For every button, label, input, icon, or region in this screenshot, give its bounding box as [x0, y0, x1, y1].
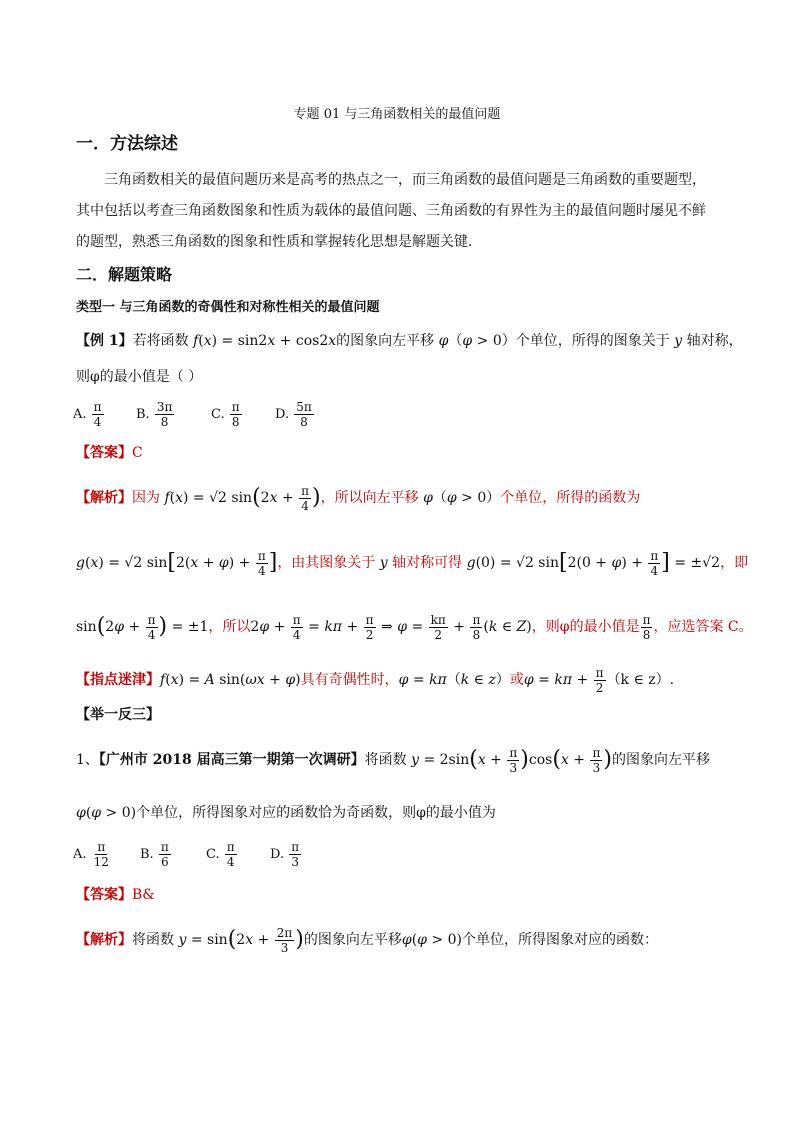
page-title: 专题 01 与三角函数相关的最值问题: [293, 107, 501, 122]
q1-option-a: A. $\frac{\pi}{12}$: [73, 840, 109, 869]
practice-analysis: 【解析】将函数 y = sin(2x + $\frac{2\pi}{3}$ )的图象向左平移φ(φ > 0)个单位，所得图象对应的函数：: [76, 925, 658, 955]
option-b: B. $\frac{3\pi}{8}$: [136, 400, 173, 429]
example1-answer: 【答案】C: [76, 445, 143, 461]
section-heading-method: 一．方法综述: [76, 134, 178, 154]
section-heading-strategy: 二．解题策略: [76, 265, 173, 284]
option-d: D. $\frac{5\pi}{8}$: [275, 400, 312, 429]
example1-line2: 则φ的最小值是（ ）: [76, 369, 203, 385]
practice-answer: 【答案】B&: [76, 887, 155, 903]
practice-q1-line1: 1、【广州市 2018 届高三第一期第一次调研】将函数 y = 2sin(x + $\frac{\pi}{3}$ )cos(x + $\frac{\pi}{3}$ )的图象向左平移: [76, 745, 710, 775]
practice-heading: 【举一反三】: [76, 707, 160, 723]
practice-q1-line2: φ(φ > 0)个单位，所得图象对应的函数恰为奇函数，则φ的最小值为: [76, 805, 496, 821]
type-heading: 类型一 与三角函数的奇偶性和对称性相关的最值问题: [76, 300, 380, 315]
analysis-line2: g(x) = √2 sin[2(x + φ) + $\frac{\pi}{4}$ ]，由其图象关于 y 轴对称可得 g(0) = √2 sin[2(0 + φ) + $\frac{\pi}{4}$ ] = ±√2，即: [76, 548, 749, 578]
example1-stem: 【例 1】若将函数 f(x) = sin2x + cos2x的图象向左平移 φ（φ > 0）个单位，所得的图象关于 y 轴对称，: [76, 333, 743, 349]
answer-tag: 【答案】: [76, 445, 132, 461]
tip-line: 【指点迷津】f(x) = A sin(ωx + φ)具有奇偶性时，φ = kπ（k ∈ z）或φ = kπ + $\frac{\pi}{2}$ （k ∈ z）.: [76, 665, 675, 695]
q1-option-b: B. $\frac{\pi}{6}$: [140, 840, 169, 869]
example-tag: 【例 1】: [76, 333, 133, 349]
analysis-line3: sin(2φ + $\frac{\pi}{4}$ ) = ±1，所以2φ + $\frac{\pi}{4}$ = kπ + $\frac{\pi}{2}$ ⇒ φ = $\frac{k\pi}{2}$ + $\frac{\pi}{8}$ (k ∈ Z)，则φ的最小值是 $\frac{\pi}{8}$ ，应选答案 C。: [76, 612, 753, 642]
q1-option-c: C. $\frac{\pi}{4}$: [206, 840, 235, 869]
option-a: A. $\frac{\pi}{4}$: [73, 400, 102, 429]
q1-option-d: D. $\frac{\pi}{3}$: [270, 840, 300, 869]
option-c: C. $\frac{\pi}{8}$: [211, 400, 240, 429]
analysis-line1: 【解析】因为 f(x) = √2 sin(2x + $\frac{\pi}{4}$ )，所以向左平移 φ（φ > 0）个单位，所得的函数为: [76, 483, 641, 513]
intro-paragraph: 三角函数相关的最值问题历来是高考的热点之一，而三角函数的最值问题是三角函数的重要题型，其中包括以考查三角函数图象和性质为载体的最值问题、三角函数的有界性为主的最值问题时屡见不鲜的题型，熟悉三角函数的图象和性质和掌握转化思想是解题关键．: [76, 172, 706, 250]
